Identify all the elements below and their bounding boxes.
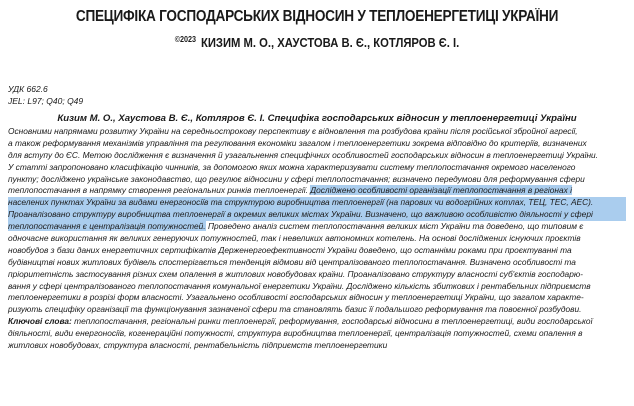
keywords-text: теплопостачання, регіональні ринки теплоенергії, реформування, господарські відносини в теплоенергетиці, види господарської xyxy=(74,316,593,327)
abstract-line: Основними напрямами розвитку України на середньострокову перспективу є відновлення та розбудова країни після російської збройної агресії, xyxy=(8,126,578,136)
copyright-mark: ©2023 xyxy=(174,35,197,44)
authors-line xyxy=(32,35,603,50)
authors: КИЗИМ М. О., ХАУСТОВА В. Є., КОТЛЯРОВ Є. І. xyxy=(200,36,460,51)
abstract-line: будівництві нових житлових будівель спостерігається тенденція відмови від централізованого теплопостачання. Визначено особливості та xyxy=(8,256,576,267)
keywords-line: житлових новобудовах, структура власності, рентабельність підприємств теплоенергетики xyxy=(8,340,388,351)
abstract-text: теплопостачання в напрямку створення регіональних ринків теплоенергії. xyxy=(8,185,308,196)
highlighted-text: Досліджено особливості організації теплопостачання в регіонах і xyxy=(310,185,572,196)
keywords-line xyxy=(8,316,626,328)
abstract-line: новобудов з бази даних енергетичних сертифікатів Держенергоефективності України доведено, що останніми роками при проєктуванні та xyxy=(8,244,572,255)
abstract xyxy=(8,126,626,352)
citation-reference: Кизим М. О., Хаустова В. Є., Котляров Є. І. Специфіка господарських відносин у теплоенергетиці України xyxy=(57,113,577,124)
abstract-line: теплоенергетики в розрізі форм власності. Узагальнено особливості господарських відносин у теплоенергетиці України, що загалом характе- xyxy=(8,292,584,303)
abstract-line: одночасне використання як великих генеруючих потужностей, так і невеликих автономних котелень. На основі досліджених існуючих проєктів xyxy=(8,233,581,244)
abstract-line: пункту; досліджено українське законодавство, що регулює відносини у сфері теплопостачання; визначено передумови для реформування сфери xyxy=(8,173,585,184)
keywords-line: діяльності, види енергоносіїв, когенераційні потужності, структура виробництва теплоенергії, централізація потужностей, схеми опалення в xyxy=(8,328,583,339)
abstract-line xyxy=(8,221,626,233)
highlighted-text: теплопостачання є централізація потужностей. xyxy=(8,221,206,232)
abstract-line: вання у сфері централізованого теплопостачання комунальної енергетики України. Досліджено кількість збиткових і рентабельних підприємств xyxy=(8,280,591,291)
jel-codes: JEL: L97; Q40; Q49 xyxy=(8,96,84,106)
abstract-text: Проведено аналіз систем теплопостачання великих міст України та доведено, що типовим є xyxy=(207,221,584,232)
udc-code: УДК 662.6 xyxy=(8,84,48,94)
abstract-line: ризують специфіку організації та функціонування зазначеної сфери та становлять базис її подальшого реформування та повоєнної розбудови. xyxy=(8,304,582,315)
highlighted-line: Проаналізовано структуру виробництва теплоенергії в окремих великих містах України. Визначено, що важливою особливістю діяльності у сфері xyxy=(8,209,626,221)
article-title: СПЕЦИФІКА ГОСПОДАРСЬКИХ ВІДНОСИН У ТЕПЛОЕНЕРГЕТИЦІ УКРАЇНИ xyxy=(75,8,559,25)
abstract-line: для вступу до ЄС. Метою дослідження є визначення й узагальнення специфічних особливостей господарських відносин в теплоенергетиці України. xyxy=(8,149,599,160)
abstract-line: пріоритетність застосування різних схем опалення в житлових новобудовах країни. Проаналізовано структуру власності суб'єктів господарю- xyxy=(8,268,583,279)
abstract-line xyxy=(8,185,626,197)
abstract-line: а також реформування механізмів управління та регулювання економіки загалом і теплоенергетики зокрема відповідно до критеріїв, визначених xyxy=(8,137,587,148)
keywords-label: Ключові слова: xyxy=(8,316,72,327)
highlighted-line: населених пунктах України за видами енергоносіїв та структурою виробництва теплоенергії (на парових чи водогрійних котлах, ТЕЦ, ТЕС, АЕС). xyxy=(8,197,626,209)
abstract-line: У статті запропоновано класифікацію чинників, за допомогою яких можна характеризувати систему теплопостачання окремого населеного xyxy=(8,161,576,172)
